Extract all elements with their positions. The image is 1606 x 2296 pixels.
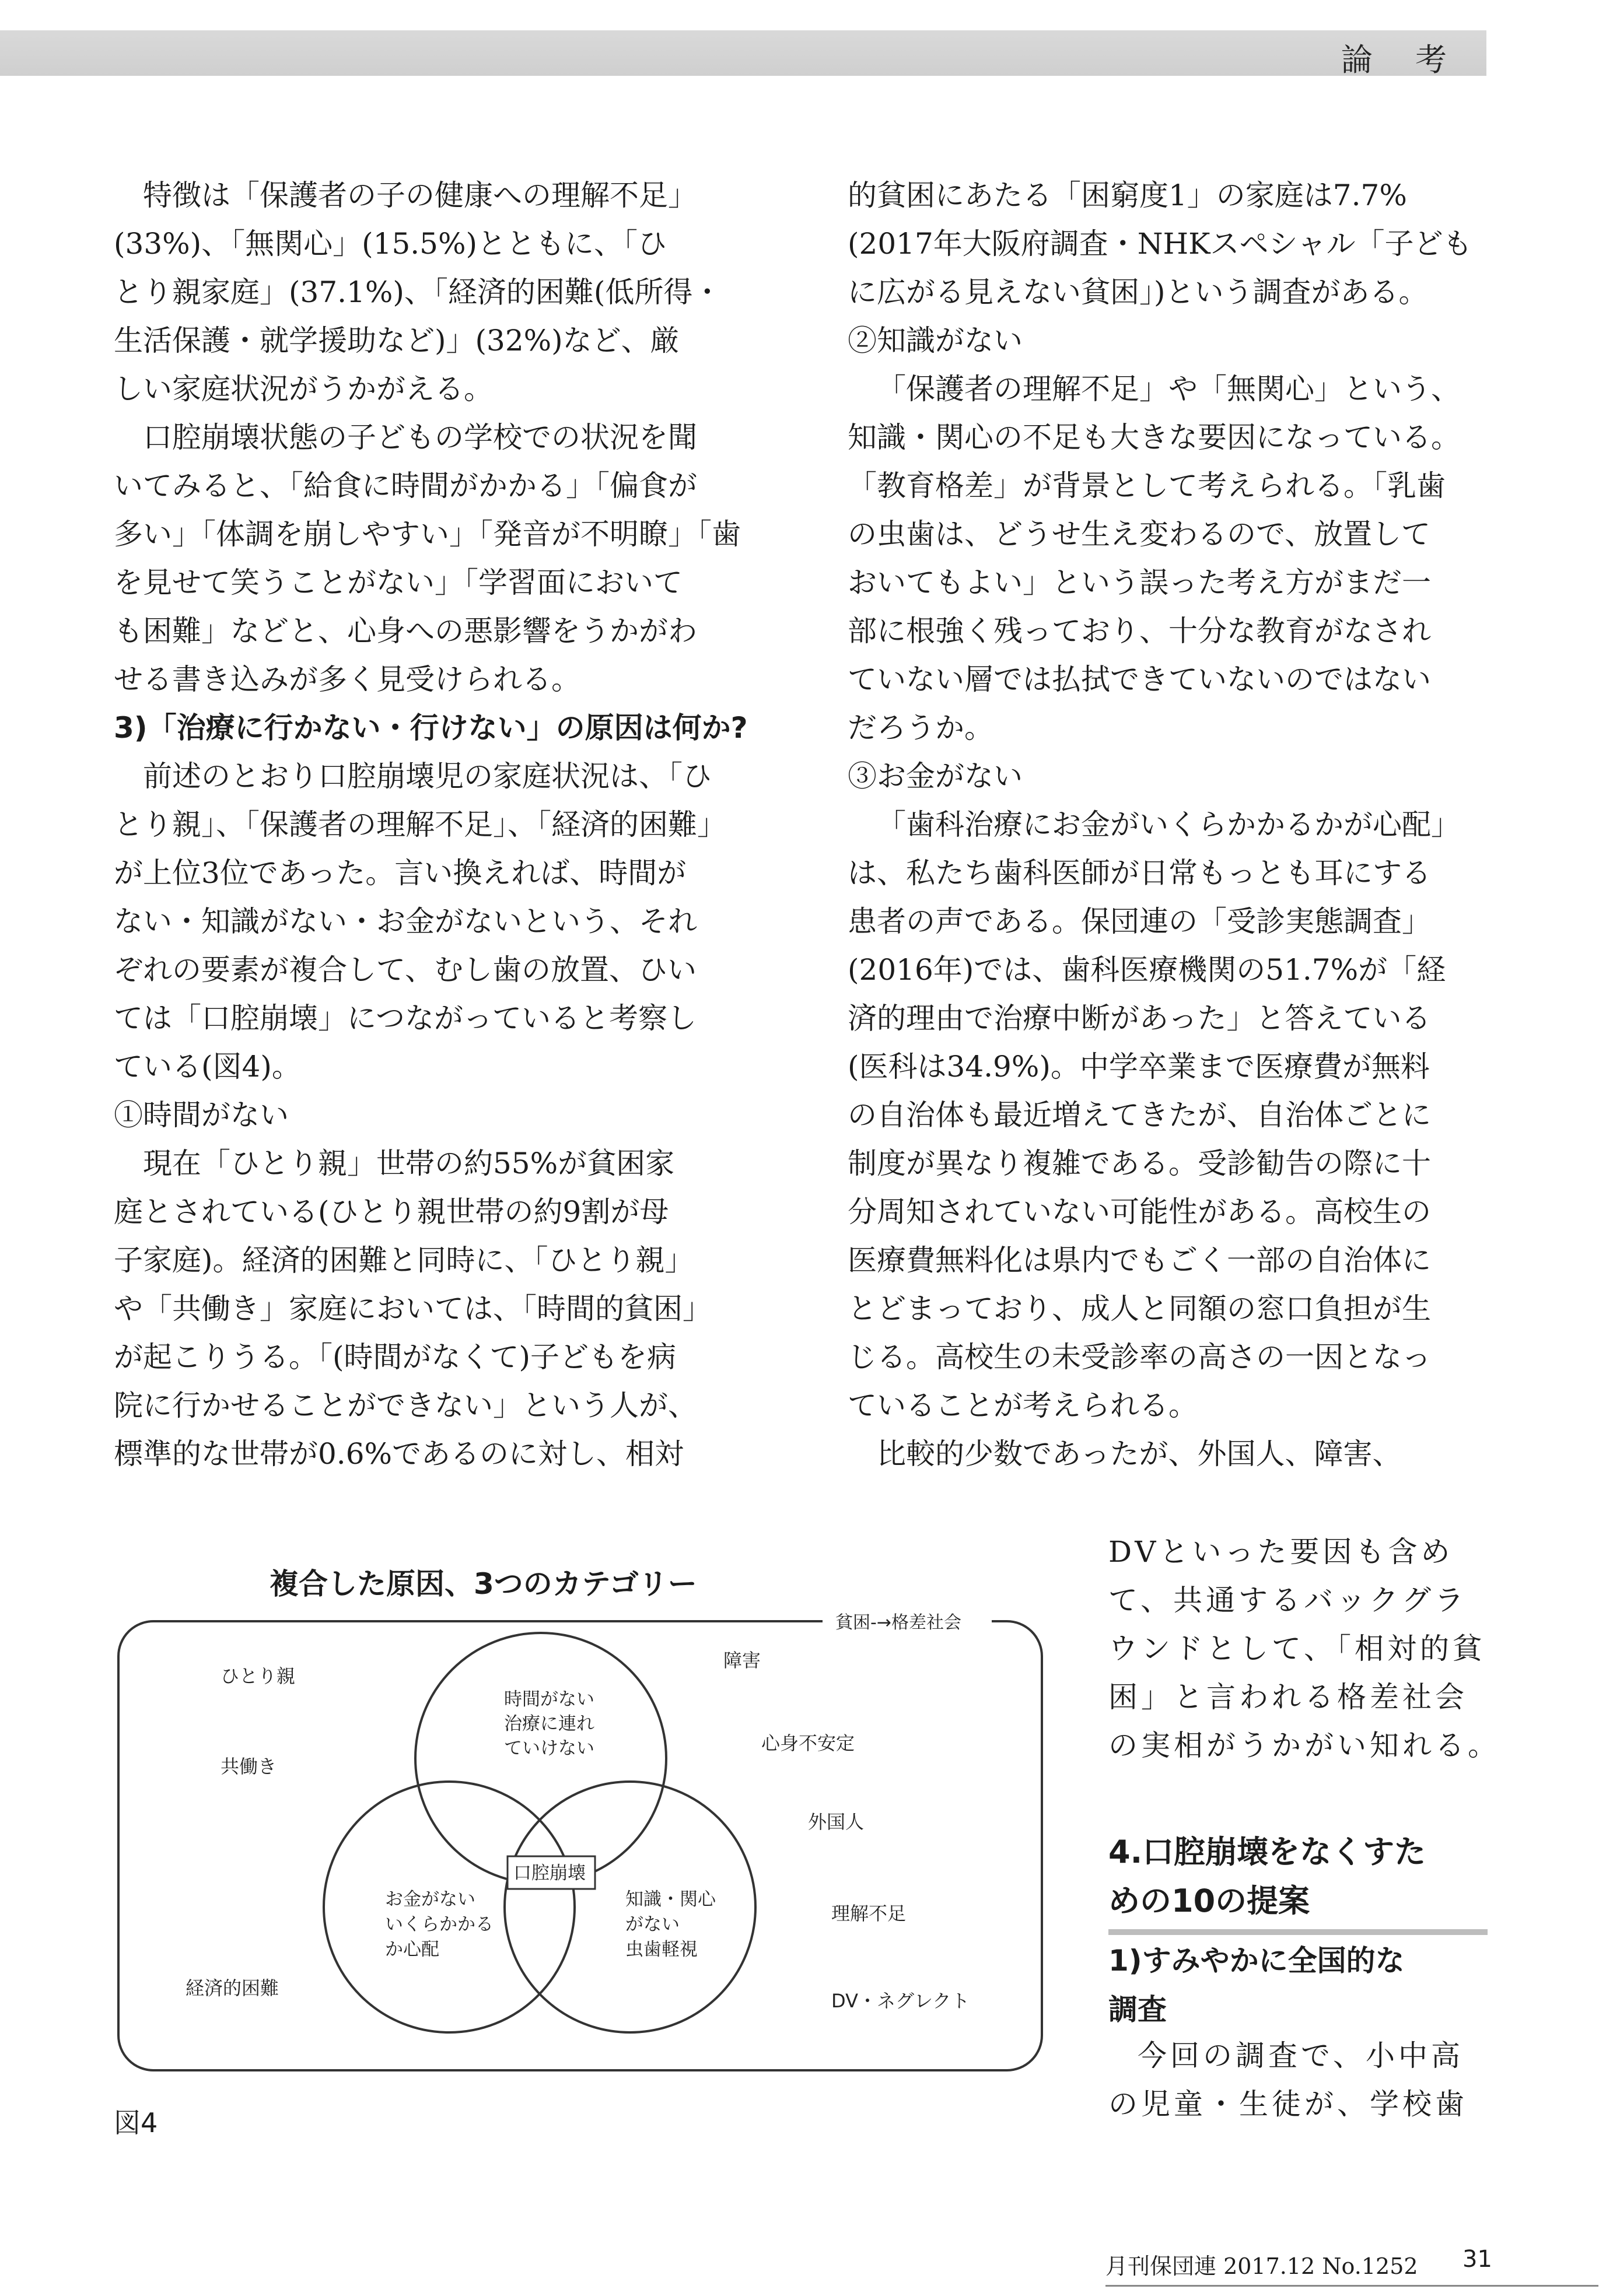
subsection-heading: 3)「治療に行かない・行けない」の原因は何か? <box>114 711 748 745</box>
text-line: 比較的少数であったが、外国人、障害、 <box>877 1437 1402 1471</box>
text-line: じる。高校生の未受診率の高さの一因となっ <box>848 1340 1431 1374</box>
item-heading: ①時間がない <box>114 1098 289 1132</box>
text-line: を見せて笑うことがない」「学習面において <box>114 566 683 600</box>
publication-info: 月刊保団連 2017.12 No.1252 <box>1105 2253 1418 2279</box>
text-line: 生活保護・就学援助など)」(32%)など、厳 <box>114 324 680 357</box>
text-line: 特徴は「保護者の子の健康への理解不足」 <box>143 178 697 212</box>
text-line: (医科は34.9%)。中学卒業まで医療費が無料 <box>848 1050 1430 1084</box>
text-line: が上位3位であった。言い換えれば、時間が <box>114 856 687 890</box>
text-line: ては「口腔崩壊」につながっていると考察し <box>114 1001 697 1035</box>
circle-money-label: か心配 <box>385 1939 439 1960</box>
text-line: 「教育格差」が背景として考えられる。「乳歯 <box>848 469 1446 503</box>
text-line: は、私たち歯科医師が日常もっとも耳にする <box>848 856 1431 890</box>
label-lack-of-understanding: 理解不足 <box>831 1902 907 1925</box>
text-line: に広がる見えない貧困」)という調査がある。 <box>848 275 1428 309</box>
footer <box>1105 2246 1492 2280</box>
text-line: せる書き込みが多く見受けられる。 <box>114 662 580 696</box>
footer-rule <box>1105 2285 1598 2287</box>
figure-caption: 図4 <box>114 2107 158 2139</box>
text-line: (33%)、「無関心」(15.5%)とともに、「ひ <box>114 227 667 261</box>
text-line: 標準的な世帯が0.6%であるのに対し、相対 <box>114 1437 684 1471</box>
text-line: 現在「ひとり親」世帯の約55%が貧困家 <box>143 1147 675 1180</box>
figure-title: 複合した原因、3つのカテゴリー <box>270 1567 697 1601</box>
text-line: 多い」「体調を崩しやすい」「発音が不明瞭」「歯 <box>114 517 741 551</box>
frame-label: 貧困-→格差社会 <box>835 1613 961 1633</box>
subsection-heading-line: 1)すみやかに全国的な <box>1108 1944 1405 1978</box>
text-line: ている(図4)。 <box>114 1050 301 1084</box>
text-line: 院に行かせることができない」という人が、 <box>114 1389 697 1422</box>
header-title: 論 考 <box>1341 41 1463 78</box>
text-line: 口腔崩壊状態の子どもの学校での状況を聞 <box>143 420 697 454</box>
text-line: 知識・関心の不足も大きな要因になっている。 <box>848 420 1460 454</box>
text-line: 医療費無料化は県内でもごく一部の自治体に <box>848 1243 1431 1277</box>
circle-time-label: ていけない <box>504 1738 594 1759</box>
item-heading: ③お金がない <box>848 759 1023 793</box>
label-foreigner: 外国人 <box>808 1811 865 1833</box>
text-line: の虫歯は、どうせ生え変わるので、放置して <box>848 517 1430 551</box>
subsection-heading-line: 調査 <box>1108 1993 1167 2027</box>
circle-time-label: 治療に連れ <box>504 1713 594 1734</box>
text-line: の実相がうかがい知れる。 <box>1108 1729 1500 1762</box>
section-heading-line: めの10の提案 <box>1108 1883 1310 1919</box>
text-line: ていることが考えられる。 <box>848 1389 1198 1422</box>
text-line: 困」と言われる格差社会 <box>1108 1680 1468 1714</box>
text-line: いてみると、「給食に時間がかかる」「偏食が <box>114 469 697 503</box>
text-line: 的貧困にあたる「困窮度1」の家庭は7.7% <box>848 178 1407 212</box>
text-line: だろうか。 <box>848 711 993 745</box>
text-line: の児童・生徒が、学校歯 <box>1108 2087 1468 2121</box>
text-line: ない・知識がない・お金がないという、それ <box>114 905 697 938</box>
circle-knowledge-label: がない <box>625 1914 680 1935</box>
item-heading: ②知識がない <box>848 324 1023 357</box>
section-heading-line: 4.口腔崩壊をなくすた <box>1108 1834 1426 1870</box>
text-line: ぞれの要素が複合して、むし歯の放置、ひい <box>114 953 697 987</box>
text-line: 分周知されていない可能性がある。高校生の <box>848 1195 1431 1229</box>
circle-knowledge-label: 知識・関心 <box>625 1889 716 1910</box>
text-line: 子家庭)。経済的困難と同時に、「ひとり親」 <box>114 1243 694 1277</box>
text-line: (2017年大阪府調査・NHKスペシャル「子ども <box>848 227 1472 261</box>
circle-knowledge-label: 虫歯軽視 <box>625 1939 698 1960</box>
label-dv-neglect: DV・ネグレクト <box>831 1990 970 2012</box>
label-economic-hardship: 経済的困難 <box>186 1977 279 1999</box>
text-line: て、共通するバックグラ <box>1108 1583 1467 1617</box>
text-line: ウンドとして、「相対的貧 <box>1108 1632 1485 1666</box>
text-line: 庭とされている(ひとり親世帯の約9割が母 <box>114 1195 669 1229</box>
circle-money-label: お金がない <box>385 1889 475 1910</box>
text-line: 済的理由で治療中断があった」と答えている <box>848 1001 1431 1035</box>
text-line: 「保護者の理解不足」や「無関心」という、 <box>877 372 1460 406</box>
center-label: 口腔崩壊 <box>513 1863 586 1884</box>
text-line: や「共働き」家庭においては、「時間的貧困」 <box>114 1292 712 1326</box>
label-mental-instability: 心身不安定 <box>761 1732 855 1754</box>
text-line: DVといった要因も含め <box>1108 1535 1454 1569</box>
text-line: が起こりうる。「(時間がなくて)子どもを病 <box>114 1340 677 1374</box>
text-line: とり親」、「保護者の理解不足」、「経済的困難」 <box>114 808 726 842</box>
label-single-parent: ひとり親 <box>221 1665 296 1687</box>
text-line: とり親家庭」(37.1%)、「経済的困難(低所得・ <box>114 275 722 309</box>
circle-time-label: 時間がない <box>504 1689 594 1710</box>
text-line: の自治体も最近増えてきたが、自治体ごとに <box>848 1098 1431 1132</box>
page-number: 31 <box>1462 2246 1492 2273</box>
text-line: 患者の声である。保団連の「受診実態調査」 <box>848 905 1431 938</box>
text-line: も困難」などと、心身への悪影響をうかがわ <box>114 614 697 648</box>
circle-money-label: いくらかかる <box>385 1914 494 1935</box>
text-line: とどまっており、成人と同額の窓口負担が生 <box>848 1292 1431 1326</box>
text-line: 今回の調査で、小中高 <box>1138 2039 1464 2073</box>
text-line: 制度が異なり複雑である。受診勧告の際に十 <box>848 1147 1431 1180</box>
label-dual-income: 共働き <box>221 1755 277 1778</box>
text-line: 前述のとおり口腔崩壊児の家庭状況は、「ひ <box>143 759 712 793</box>
text-line: 「歯科治療にお金がいくらかかるかが心配」 <box>877 808 1460 842</box>
text-line: しい家庭状況がうかがえる。 <box>114 372 493 406</box>
text-line: 部に根強く残っており、十分な教育がなされ <box>848 614 1431 648</box>
text-line: (2016年)では、歯科医療機関の51.7%が「経 <box>848 953 1446 987</box>
text-line: ていない層では払拭できていないのではない <box>848 662 1431 696</box>
label-disability: 障害 <box>723 1649 761 1671</box>
text-line: おいてもよい」という誤った考え方がまだ一 <box>848 566 1431 600</box>
